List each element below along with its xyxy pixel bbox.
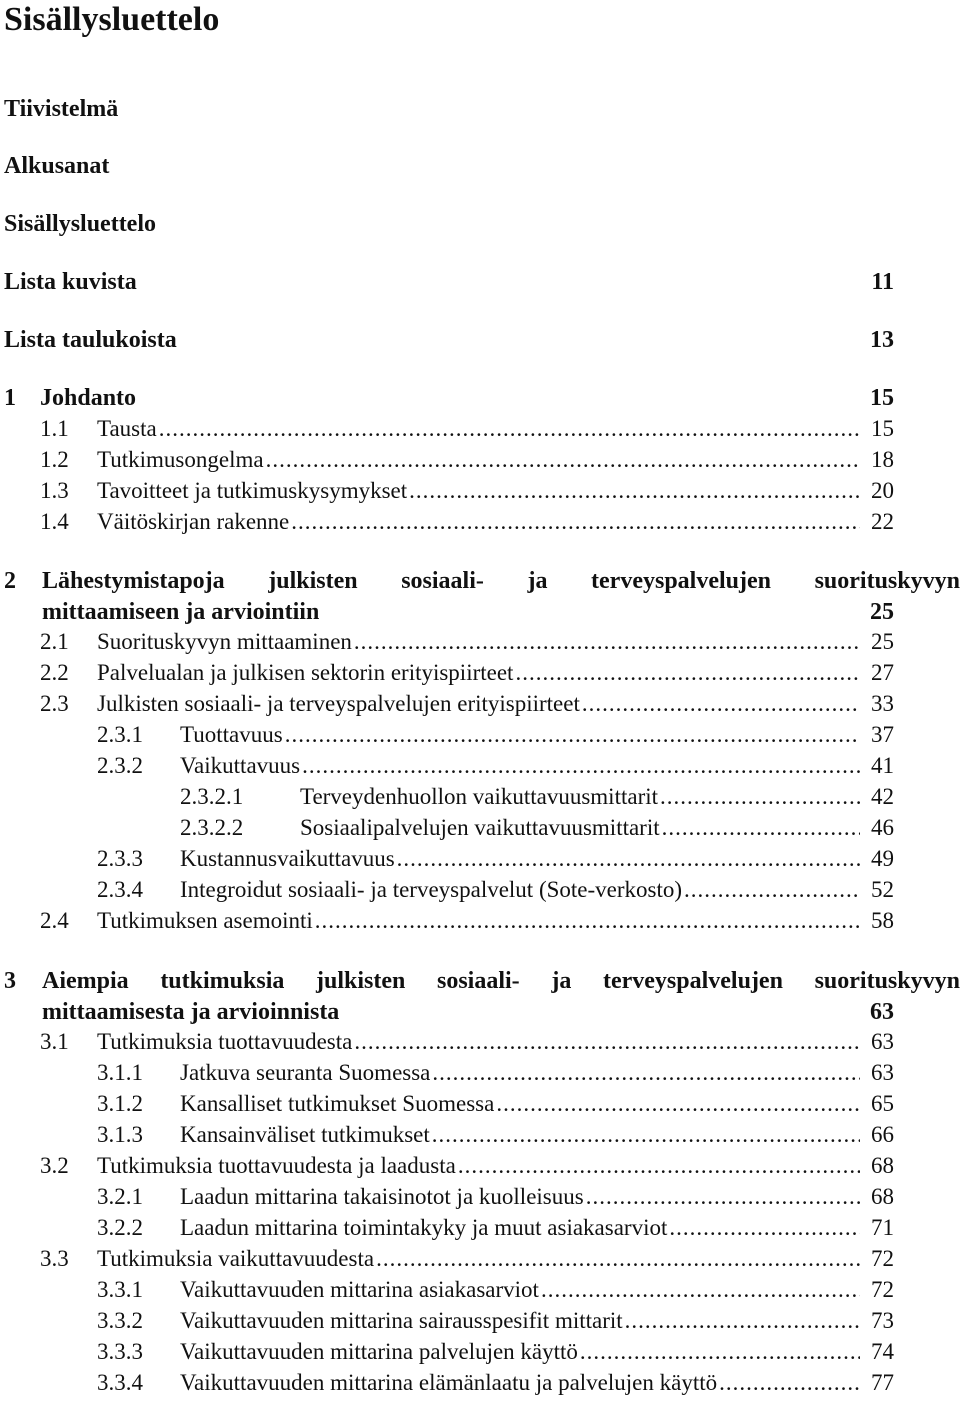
toc-page-number: 74 (871, 1339, 894, 1364)
dot-leader (580, 1338, 860, 1366)
toc-chapter-title-word: ja (527, 568, 548, 594)
toc-entry-leader (180, 1214, 860, 1242)
toc-chapter-title (42, 966, 960, 997)
toc-entry (0, 1369, 960, 1397)
toc-entry-number: 3.3 (40, 1246, 69, 1271)
toc-entry-leader (97, 415, 860, 443)
toc-entry-title: Jatkuva seuranta Suomessa (180, 1060, 431, 1085)
toc-entry (0, 628, 960, 656)
toc-front-matter-item: Lista taulukoista (4, 327, 177, 353)
toc-chapter-title-word: tutkimuksia (160, 968, 285, 994)
toc-chapter-heading-line1 (4, 566, 960, 597)
toc-entry-number: 2.3.1 (97, 722, 143, 747)
toc-entry-leader (180, 1369, 860, 1397)
toc-entry-leader (180, 1121, 860, 1149)
toc-chapter-heading (4, 566, 960, 628)
toc-entry-number: 1.1 (40, 416, 69, 441)
toc-page-number: 63 (871, 1029, 894, 1054)
toc-entry-number: 3.1.2 (97, 1091, 143, 1116)
toc-entry-number: 1.3 (40, 478, 69, 503)
dot-leader (397, 845, 860, 873)
toc-chapter-title-word: julkisten (268, 568, 358, 594)
toc-entry-title: Väitöskirjan rakenne (97, 509, 290, 534)
toc-chapter-heading (4, 966, 960, 1028)
toc-entry-number: 3.2 (40, 1153, 69, 1178)
toc-entry-title: Kansainväliset tutkimukset (180, 1122, 430, 1147)
toc-entry-title: Integroidut sosiaali- ja terveyspalvelut (Sote-verkosto) (180, 877, 683, 902)
toc-chapter-number: 2 (4, 568, 16, 594)
toc-entry-number: 1.2 (40, 447, 69, 472)
toc-chapter-title-word: Aiempia (42, 968, 129, 994)
toc-entry-number: 3.3.2 (97, 1308, 143, 1333)
dot-leader (625, 1307, 860, 1335)
toc-chapter-title-word: sosiaali- (437, 968, 520, 994)
toc-entry (0, 690, 960, 718)
dot-leader (582, 690, 860, 718)
dot-leader (432, 1059, 860, 1087)
dot-leader (719, 1369, 860, 1397)
toc-page-number: 13 (870, 327, 894, 353)
toc-page-number: 42 (871, 784, 894, 809)
toc-entry-leader (180, 876, 860, 904)
dot-leader (662, 814, 860, 842)
toc-entry (0, 907, 960, 935)
toc-entry (0, 659, 960, 687)
toc-entry (0, 876, 960, 904)
toc-entry (0, 1121, 960, 1149)
toc-chapter-title: Johdanto (40, 385, 137, 411)
toc-entry-number: 2.4 (40, 908, 69, 933)
toc-entry-title: Terveydenhuollon vaikuttavuusmittarit (300, 784, 659, 809)
toc-entry (0, 446, 960, 474)
toc-entry-leader (97, 659, 860, 687)
toc-entry (0, 721, 960, 749)
dot-leader (496, 1090, 860, 1118)
toc-entry-number: 3.3.3 (97, 1339, 143, 1364)
toc-page-number: 58 (871, 908, 894, 933)
toc-page-number: 37 (871, 722, 894, 747)
page-title: Sisällysluettelo (4, 1, 220, 38)
dot-leader (660, 783, 860, 811)
toc-entry (0, 477, 960, 505)
toc-entry-number: 3.1 (40, 1029, 69, 1054)
toc-entry-leader (97, 628, 860, 656)
toc-page-number: 20 (871, 478, 894, 503)
toc-entry-leader (180, 1090, 860, 1118)
toc-page-number: 33 (871, 691, 894, 716)
toc-page-number: 25 (871, 629, 894, 654)
toc-entry-number: 3.2.2 (97, 1215, 143, 1240)
toc-entry (0, 1152, 960, 1180)
toc-front-matter-item: Sisällysluettelo (4, 211, 157, 237)
toc-chapter-title-word: suorituskyvyn (814, 568, 960, 594)
toc-entry-number: 3.3.4 (97, 1370, 143, 1395)
toc-entry-number: 2.3.2 (97, 753, 143, 778)
toc-page-number: 66 (871, 1122, 894, 1147)
toc-entry (0, 783, 960, 811)
toc-page-number: 72 (871, 1277, 894, 1302)
toc-page-number: 18 (871, 447, 894, 472)
dot-leader (302, 752, 860, 780)
dot-leader (291, 508, 860, 536)
toc-entry-leader (97, 508, 860, 536)
toc-chapter-title-word: Lähestymistapoja (42, 568, 225, 594)
toc-page-number: 27 (871, 660, 894, 685)
toc-entry-title: Tutkimuksia vaikuttavuudesta (97, 1246, 375, 1271)
toc-entry-title: Laadun mittarina toimintakyky ja muut asiakasarviot (180, 1215, 668, 1240)
toc-chapter-heading-line1 (4, 966, 960, 997)
toc-entry-title: Sosiaalipalvelujen vaikuttavuusmittarit (300, 815, 660, 840)
toc-entry (0, 1338, 960, 1366)
toc-page-number: 72 (871, 1246, 894, 1271)
toc-chapter-title-word: julkisten (316, 968, 406, 994)
dot-leader (409, 477, 860, 505)
toc-chapter-title-word: terveyspalvelujen (591, 568, 771, 594)
toc-page-number: 65 (871, 1091, 894, 1116)
dot-leader (354, 628, 860, 656)
toc-entry-leader (180, 721, 860, 749)
toc-entry-title: Vaikuttavuuden mittarina asiakasarviot (180, 1277, 539, 1302)
dot-leader (684, 876, 860, 904)
dot-leader (669, 1214, 860, 1242)
toc-entry-leader (180, 752, 860, 780)
toc-entry-number: 2.3 (40, 691, 69, 716)
toc-entry-title: Palvelualan ja julkisen sektorin erityispiirteet (97, 660, 514, 685)
toc-entry (0, 508, 960, 536)
toc-page-number: 25 (870, 599, 894, 625)
toc-entry-leader (300, 783, 860, 811)
toc-entry (0, 1214, 960, 1242)
toc-entry-number: 3.1.3 (97, 1122, 143, 1147)
toc-entry (0, 1276, 960, 1304)
toc-entry (0, 814, 960, 842)
toc-page-number: 63 (871, 1060, 894, 1085)
toc-front-matter-item: Lista kuvista (4, 269, 137, 295)
toc-chapter-title-continued: mittaamiseen ja arviointiin (42, 599, 320, 625)
toc-page-number: 46 (871, 815, 894, 840)
toc-entry-number: 2.2 (40, 660, 69, 685)
toc-entry-title: Tutkimusongelma (97, 447, 264, 472)
dot-leader (315, 907, 860, 935)
dot-leader (266, 446, 860, 474)
toc-page-number: 15 (870, 385, 894, 411)
dot-leader (159, 415, 860, 443)
toc-entry-leader (97, 446, 860, 474)
toc-entry-number: 1.4 (40, 509, 69, 534)
toc-entry (0, 845, 960, 873)
dot-leader (285, 721, 860, 749)
toc-entry (0, 1183, 960, 1211)
toc-entry-leader (180, 845, 860, 873)
dot-leader (586, 1183, 860, 1211)
toc-entry-leader (180, 1059, 860, 1087)
toc-chapter-title-continued: mittaamisesta ja arvioinnista (42, 999, 340, 1025)
toc-front-matter-item: Alkusanat (4, 153, 110, 179)
dot-leader (458, 1152, 860, 1180)
toc-entry-leader (180, 1338, 860, 1366)
toc-entry-leader (97, 477, 860, 505)
toc-entry-number: 2.1 (40, 629, 69, 654)
toc-entry (0, 1028, 960, 1056)
toc-chapter-title-word: ja (551, 968, 572, 994)
toc-entry-number: 2.3.3 (97, 846, 143, 871)
toc-entry-leader (97, 1245, 860, 1273)
toc-page-number: 11 (871, 269, 894, 295)
toc-page-number: 49 (871, 846, 894, 871)
toc-entry-title: Suorituskyvyn mittaaminen (97, 629, 352, 654)
toc-entry-title: Tausta (97, 416, 157, 441)
dot-leader (432, 1121, 860, 1149)
toc-entry-title: Kansalliset tutkimukset Suomessa (180, 1091, 495, 1116)
toc-entry (0, 1090, 960, 1118)
toc-entry-title: Vaikuttavuuden mittarina sairausspesifit mittarit (180, 1308, 623, 1333)
toc-entry-title: Vaikuttavuuden mittarina elämänlaatu ja palvelujen käyttö (180, 1370, 718, 1395)
toc-entry-leader (180, 1307, 860, 1335)
toc-entry-title: Tuottavuus (180, 722, 283, 747)
toc-entry-title: Tutkimuksia tuottavuudesta (97, 1029, 353, 1054)
toc-entry-leader (180, 1183, 860, 1211)
dot-leader (515, 659, 860, 687)
toc-entry (0, 1307, 960, 1335)
toc-page-number: 77 (871, 1370, 894, 1395)
toc-entry (0, 752, 960, 780)
toc-chapter-number: 3 (4, 968, 16, 994)
toc-entry-title: Laadun mittarina takaisinotot ja kuolleisuus (180, 1184, 584, 1209)
toc-page-number: 71 (871, 1215, 894, 1240)
toc-entry (0, 1059, 960, 1087)
toc-chapter-title (42, 566, 960, 597)
toc-chapter-title-word: terveyspalvelujen (602, 968, 783, 994)
toc-chapter-title-word: sosiaali- (401, 568, 484, 594)
toc-entry (0, 415, 960, 443)
dot-leader (376, 1245, 860, 1273)
toc-entry-leader (97, 1152, 860, 1180)
toc-entry-number: 3.1.1 (97, 1060, 143, 1085)
toc-entry-number: 2.3.4 (97, 877, 143, 902)
toc-entry-number: 3.3.1 (97, 1277, 143, 1302)
toc-entry-title: Julkisten sosiaali- ja terveyspalvelujen erityispiirteet (97, 691, 580, 716)
toc-entry-title: Vaikuttavuuden mittarina palvelujen käyttö (180, 1339, 578, 1364)
toc-page-number: 68 (871, 1153, 894, 1178)
toc-page-number: 22 (871, 509, 894, 534)
toc-entry-title: Tutkimuksia tuottavuudesta ja laadusta (97, 1153, 456, 1178)
toc-entry-leader (180, 1276, 860, 1304)
toc-entry-title: Kustannusvaikuttavuus (180, 846, 395, 871)
toc-page-number: 15 (871, 416, 894, 441)
toc-entry (0, 1245, 960, 1273)
toc-entry-title: Vaikuttavuus (180, 753, 301, 778)
toc-entry-leader (97, 907, 860, 935)
toc-entry-leader (97, 690, 860, 718)
toc-entry-number: 2.3.2.1 (180, 784, 244, 809)
toc-chapter-number: 1 (4, 385, 16, 411)
dot-leader (354, 1028, 860, 1056)
toc-entry-number: 3.2.1 (97, 1184, 143, 1209)
toc-page-number: 68 (871, 1184, 894, 1209)
toc-entry-leader (300, 814, 860, 842)
toc-entry-number: 2.3.2.2 (180, 815, 244, 840)
dot-leader (541, 1276, 860, 1304)
toc-chapter-heading-line2 (4, 997, 960, 1028)
toc-page-number: 41 (871, 753, 894, 778)
toc-page-number: 63 (870, 999, 894, 1025)
toc-front-matter-item: Tiivistelmä (4, 96, 119, 122)
toc-page-number: 73 (871, 1308, 894, 1333)
toc-chapter-heading-line2 (4, 597, 960, 628)
toc-entry-title: Tavoitteet ja tutkimuskysymykset (97, 478, 408, 503)
toc-chapter-title-word: suorituskyvyn (814, 968, 960, 994)
toc-chapter-heading (0, 384, 960, 412)
toc-page-number: 52 (871, 877, 894, 902)
toc-entry-leader (97, 1028, 860, 1056)
toc-entry-title: Tutkimuksen asemointi (97, 908, 313, 933)
